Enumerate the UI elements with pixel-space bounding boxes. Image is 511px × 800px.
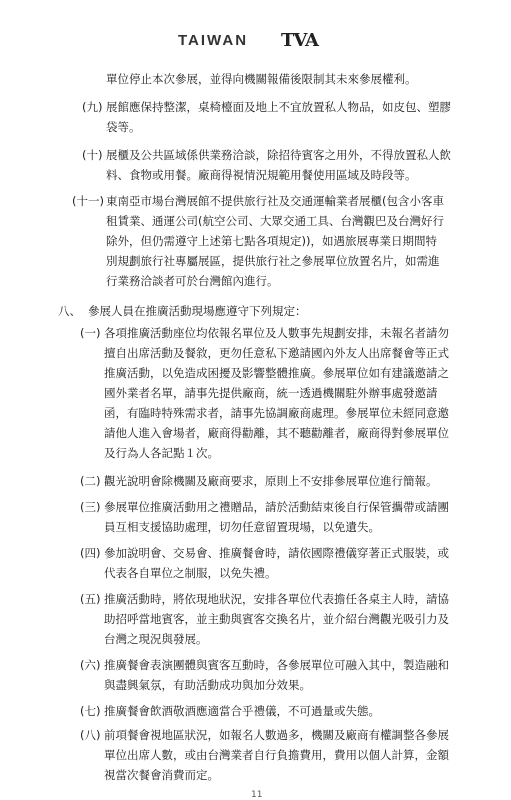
item-number: (十) [82,148,103,162]
item-text: 推廣活動時，將依現地狀況，安排各單位代表擔任各桌主人時，請協 [104,592,449,606]
item-number: (八) [80,728,101,742]
item-text: 參展單位推廣活動用之禮贈品，請於活動結束後自行保管攜帶或請團 [104,500,449,514]
section-number: 八、 [58,304,81,318]
item-number: (五) [80,592,101,606]
item-number: (七) [80,704,101,718]
item-text: 國外業者名單，請事先提供廠商，統一透過機關駐外辦事處發邀請 [104,386,438,400]
item-text: 除外，但仍需遵守上述第七點各項規定))，如遇旅展專業日期間特 [106,234,437,248]
item-number: (四) [80,546,101,560]
item-text: 觀光說明會除機關及廠商要求，原則上不安排參展單位進行簡報。 [104,474,438,488]
tva-logo: TVA [281,30,318,51]
item-text: 推廣餐會表演團體與賓客互動時，各參展單位可融入其中，製造融和 [104,658,449,672]
item-text: 展櫃及公共區域係供業務洽談，除招待賓客之用外，不得放置私人飲 [106,148,451,162]
item-text: 參加說明會、交易會、推廣餐會時，請依國際禮儀穿著正式服裝，或 [104,546,449,560]
item-text: 各項推廣活動座位均依報名單位及人數事先規劃安排，未報名者請勿 [104,326,449,340]
item-text: 袋等。 [106,120,141,134]
section7-continuation: 單位停止本次參展，並得向機關報備後限制其未來參展權利。 [106,72,417,86]
item-number: (三) [80,500,101,514]
item-text: 請他人進入會場者，廠商得勸離，其不聽勸離者，廠商得對參展單位 [104,426,449,440]
item-text: 推廣活動，以免造成困擾及影響整體推廣。參展單位如有建議邀請之 [104,366,449,380]
item-text: 員互相支援協助處理，切勿任意留置現場，以免遺失。 [104,520,380,534]
item-number: (九) [82,100,103,114]
section-title: 參展人員在推廣活動現場應遵守下列規定： [88,304,307,318]
item-text: 單位出席人數，或由台灣業者自行負擔費用，費用以個人計算，金額 [104,748,449,762]
item-text: 視當次餐會消費而定。 [104,768,219,782]
item-text: 前項餐會視地區狀況，如報名人數過多，機關及廠商有權調整各參展 [104,728,449,742]
page-number: 11 [251,790,263,800]
item-number: (二) [80,474,101,488]
item-text: 代表各自單位之制服，以免失禮。 [104,566,277,580]
item-text: 推廣餐會飲酒敬酒應適當合乎禮儀，不可過量或失態。 [104,704,380,718]
item-text: 函，有臨時特殊需求者，請事先協調廠商處理。參展單位未經同意邀 [104,406,449,420]
item-text: 台灣之現況與發展。 [104,632,208,646]
header-logos [0,30,511,52]
item-number: (一) [80,326,101,340]
item-text: 東南亞市場台灣展館不提供旅行社及交通運輸業者展櫃(包含小客車 [106,194,444,208]
taiwan-logo: TAIWAN [178,32,249,49]
item-text: 展館應保持整潔，桌椅檯面及地上不宜放置私人物品，如皮包、塑膠 [106,100,451,114]
item-text: 別規劃旅行社專屬展區，提供旅行社之參展單位放置名片，如需進 [106,254,440,268]
item-text: 行業務洽談者可於台灣館內進行。 [106,274,279,288]
item-text: 助招呼當地賓客，並主動與賓客交換名片，並介紹台灣觀光吸引力及 [104,612,449,626]
item-text: 租賃業、通運公司(航空公司、大眾交通工具、台灣觀巴及台灣好行 [106,214,444,228]
item-number: (六) [80,658,101,672]
item-text: 及行為人各記點１次。 [104,446,219,460]
item-text: 與盡興氣氛，有助活動成功與加分效果。 [104,678,311,692]
item-text: 料、食物或用餐。廠商得視情況規範用餐使用區域及時段等。 [106,168,417,182]
item-text: 擅自出席活動及餐敘，更勿任意私下邀請國內外友人出席餐會等正式 [104,346,449,360]
item-number: (十一) [72,194,104,208]
